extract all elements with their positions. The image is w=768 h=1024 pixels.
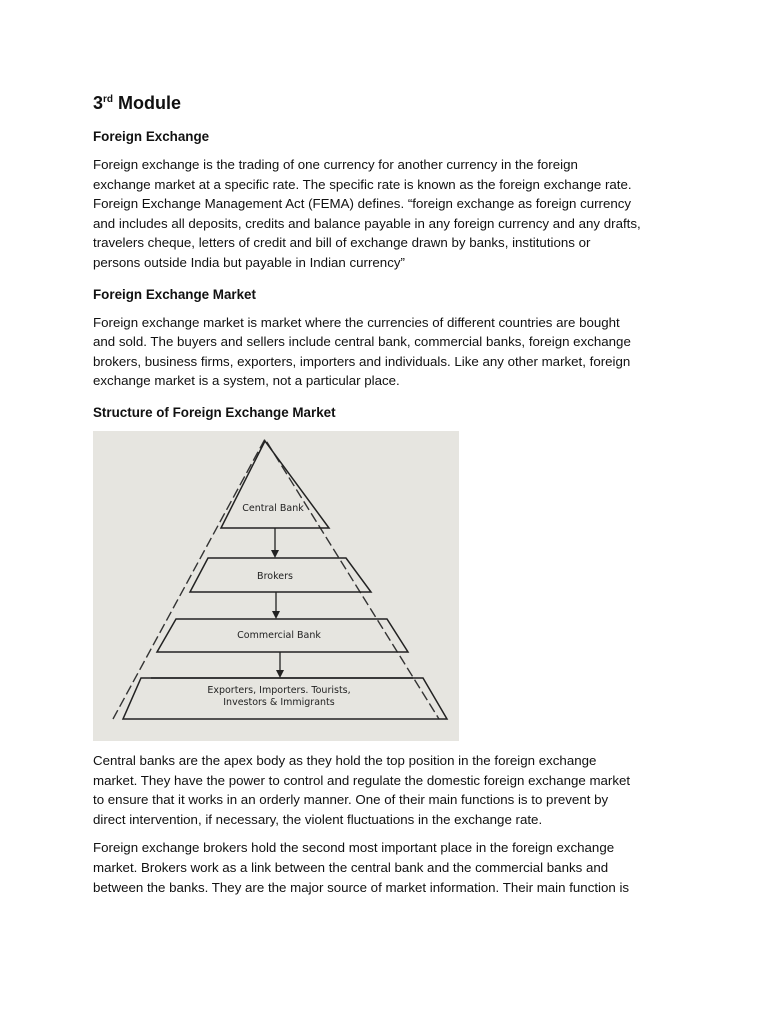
label-brokers: Brokers bbox=[257, 570, 293, 582]
pyramid-diagram bbox=[93, 431, 459, 741]
arrow-head-1 bbox=[271, 550, 279, 558]
heading-foreign-exchange: Foreign Exchange bbox=[93, 129, 210, 144]
heading-structure: Structure of Foreign Exchange Market bbox=[93, 404, 336, 420]
label-participants-line1: Exporters, Importers. Tourists, bbox=[207, 684, 351, 696]
paragraph-brokers: Foreign exchange brokers hold the second most important place in the foreign exchange market. Brokers work as a link between the central bank and the commercial banks and between the banks. They are the major source of market information. Their main function is bbox=[93, 840, 630, 895]
paragraph-foreign-exchange: Foreign exchange is the trading of one currency for another currency in the foreign exchange market at a specific rate. The specific rate is known as the foreign exchange rate. Foreign Exchange Management Act (FEMA) defines. “foreign exchange as foreign currency and includes all deposits, credits and balance payable in any foreign currency and any drafts, travelers cheque, letters of credit and bill of exchange drawn by banks, institutions or persons outside India but payable in Indian currency” bbox=[93, 157, 641, 270]
paragraph-market: Foreign exchange market is market where the currencies of different countries are bought and sold. The buyers and sellers include central bank, commercial banks, foreign exchange brokers, business firms, exporters, importers and individuals. Like any other market, foreign exchange market is a system, not a particular place. bbox=[93, 314, 631, 389]
label-commercial-bank: Commercial Bank bbox=[237, 629, 321, 641]
document-page bbox=[93, 88, 683, 906]
ordinal-suffix: rd bbox=[103, 94, 114, 105]
arrow-head-3 bbox=[276, 670, 284, 678]
pyramid-svg bbox=[93, 431, 459, 741]
module-title: 3rd Module bbox=[93, 93, 182, 113]
label-participants-line2: Investors & Immigrants bbox=[223, 696, 335, 708]
arrow-head-2 bbox=[272, 611, 280, 619]
heading-foreign-exchange-market: Foreign Exchange Market bbox=[93, 286, 256, 302]
label-central-bank: Central Bank bbox=[242, 502, 304, 514]
paragraph-central-banks: Central banks are the apex body as they hold the top position in the foreign exchange market. They have the power to control and regulate the domestic foreign exchange market to ensure that it works in an orderly manner. One of their main functions is to prevent by direct intervention, if necessary, the violent fluctuations in the exchange rate. bbox=[93, 752, 631, 827]
